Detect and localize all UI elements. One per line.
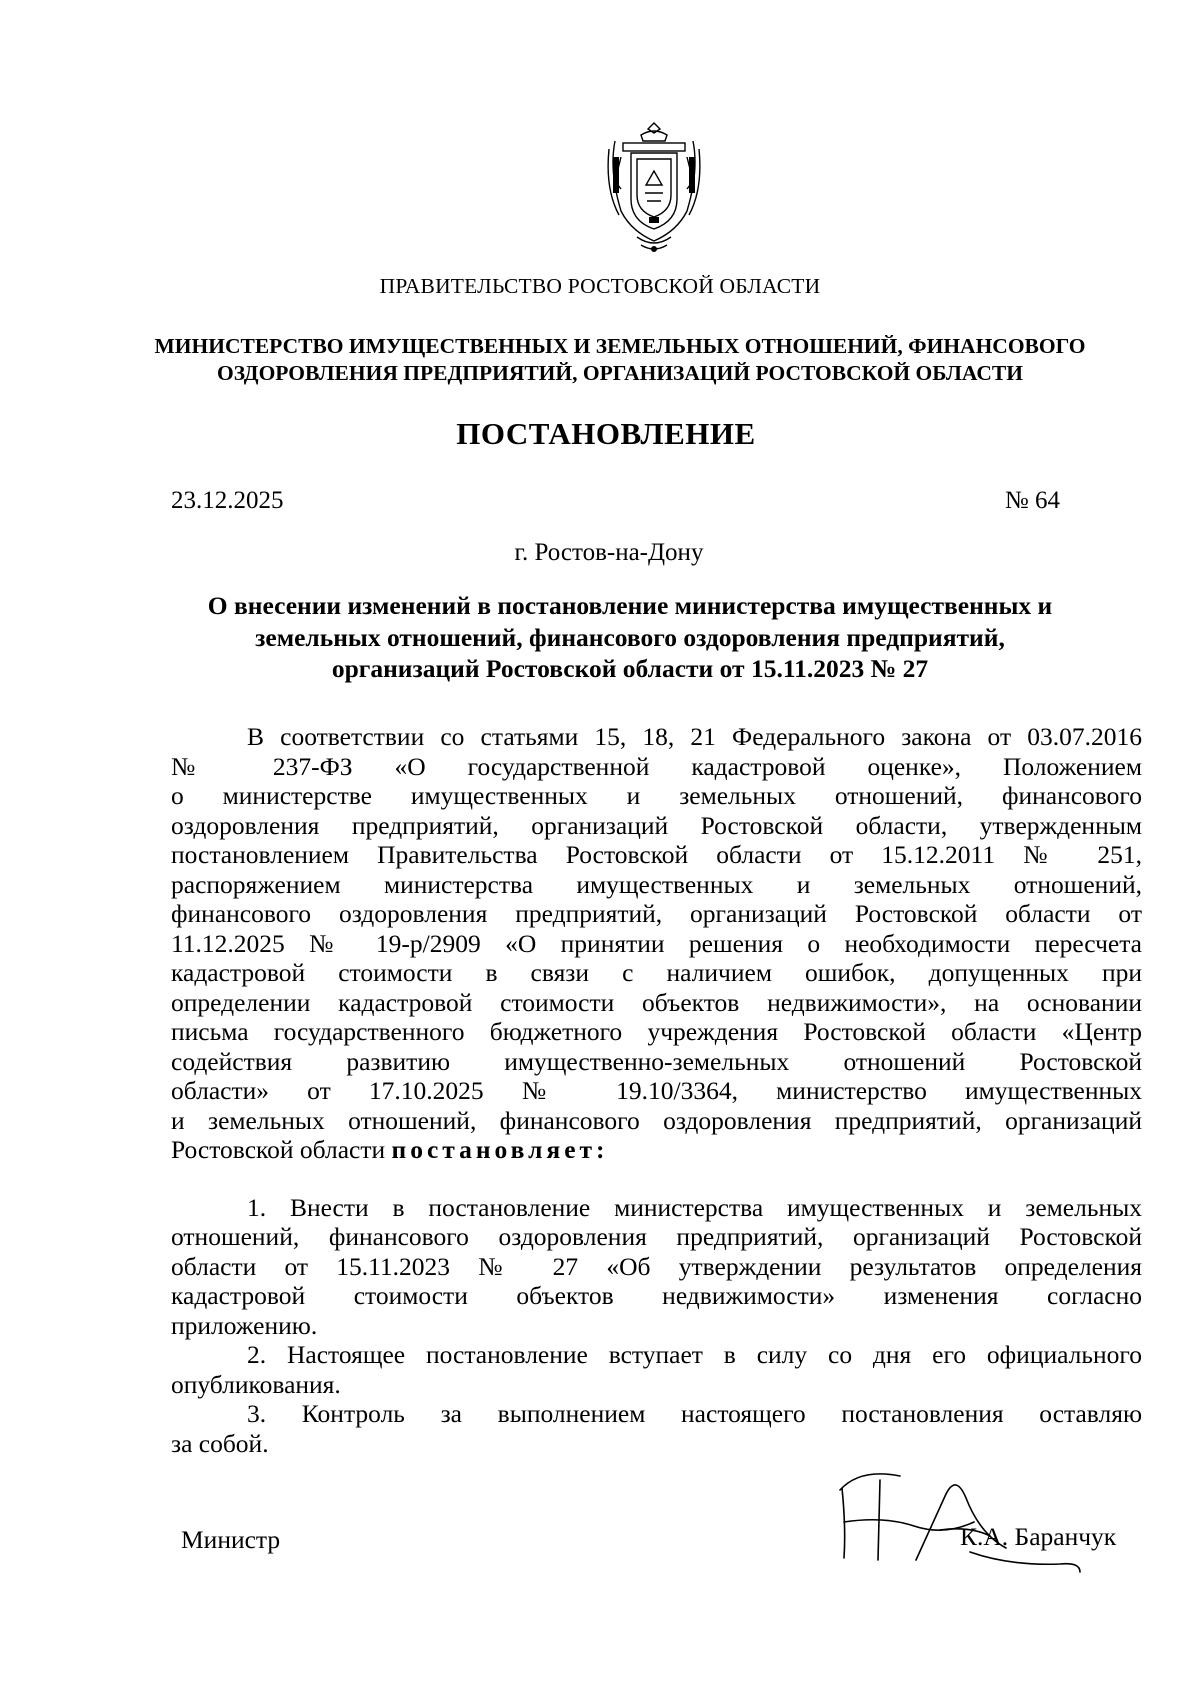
item-3-line: 3. Контроль за выполнением настоящего постановления оставляю bbox=[247, 1399, 1142, 1428]
coat-of-arms-icon bbox=[601, 119, 707, 257]
preamble-line: содействия развитию имущественно-земельных отношений Ростовской bbox=[171, 1046, 1142, 1076]
preamble-line: постановлением Правительства Ростовской области от 15.12.2011 № 251, bbox=[171, 840, 1142, 869]
preamble-line: о министерстве имущественных и земельных отношений, финансового bbox=[171, 781, 1142, 810]
preamble-line: области» от 17.10.2025 № 19.10/3364, министерство имущественных bbox=[171, 1076, 1142, 1105]
decree-word: постановляет: bbox=[391, 1135, 609, 1164]
ministry-line: ОЗДОРОВЛЕНИЯ ПРЕДПРИЯТИЙ, ОРГАНИЗАЦИЙ РОСТОВСКОЙ ОБЛАСТИ bbox=[217, 361, 1023, 385]
document-type-title: ПОСТАНОВЛЕНИЕ bbox=[456, 416, 756, 451]
preamble-line: оздоровления предприятий, организаций Ростовской области, утвержденным bbox=[171, 810, 1142, 840]
subject-line: организаций Ростовской области от 15.11.2023 № 27 bbox=[331, 654, 929, 683]
preamble-line: распоряжением министерства имущественных и земельных отношений, bbox=[171, 869, 1142, 899]
document-date: 23.12.2025 bbox=[171, 487, 284, 514]
document-body bbox=[171, 722, 1142, 1458]
signatory-position: Министр bbox=[181, 1525, 281, 1554]
ministry-line: МИНИСТЕРСТВО ИМУЩЕСТВЕННЫХ И ЗЕМЕЛЬНЫХ ОТНОШЕНИЙ, ФИНАНСОВОГО bbox=[154, 334, 1086, 358]
preamble-line: 11.12.2025 № 19-р/2909 «О принятии решения о необходимости пересчета bbox=[171, 928, 1142, 958]
preamble-line: определении кадастровой стоимости объектов недвижимости», на основании bbox=[171, 987, 1142, 1017]
item-2-line: опубликования. bbox=[171, 1369, 341, 1399]
item-1-line: области от 15.11.2023 № 27 «Об утверждении результатов определения bbox=[171, 1251, 1142, 1281]
document-number: № 64 bbox=[1004, 487, 1060, 514]
item-1-line: кадастровой стоимости объектов недвижимости» изменения согласно bbox=[171, 1281, 1142, 1310]
subject-line: земельных отношений, финансового оздоровления предприятий, bbox=[255, 622, 1005, 652]
subject-line: О внесении изменений в постановление министерства имущественных и bbox=[207, 591, 1053, 620]
item-1-line: 1. Внести в постановление министерства имущественных и земельных bbox=[247, 1192, 1142, 1222]
preamble-final-line bbox=[171, 1135, 1142, 1165]
signatory-name: К.А. Баранчук bbox=[960, 1522, 1117, 1551]
preamble-line: № 237-ФЗ «О государственной кадастровой оценке», Положением bbox=[171, 751, 1142, 781]
item-1-line: отношений, финансового оздоровления предприятий, организаций Ростовской bbox=[171, 1222, 1142, 1251]
preamble-line: письма государственного бюджетного учреждения Ростовской области «Центр bbox=[171, 1017, 1142, 1046]
item-1-line: приложению. bbox=[171, 1310, 318, 1340]
preamble-line: и земельных отношений, финансового оздоровления предприятий, организаций bbox=[171, 1105, 1142, 1135]
preamble-line: кадастровой стоимости в связи с наличием ошибок, допущенных при bbox=[171, 958, 1142, 987]
document-city: г. Ростов-на-Дону bbox=[514, 539, 704, 566]
government-name: ПРАВИТЕЛЬСТВО РОСТОВСКОЙ ОБЛАСТИ bbox=[379, 274, 821, 298]
preamble-final-text: Ростовской области bbox=[171, 1135, 392, 1164]
item-2-line: 2. Настоящее постановление вступает в силу со дня его официального bbox=[247, 1340, 1142, 1369]
item-3-line: за собой. bbox=[171, 1428, 269, 1458]
ministry-name bbox=[150, 333, 1090, 387]
document-subject bbox=[150, 590, 1110, 685]
preamble-line: В соответствии со статьями 15, 18, 21 Федерального закона от 03.07.2016 bbox=[247, 722, 1142, 751]
preamble-line: финансового оздоровления предприятий, организаций Ростовской области от bbox=[171, 899, 1142, 928]
